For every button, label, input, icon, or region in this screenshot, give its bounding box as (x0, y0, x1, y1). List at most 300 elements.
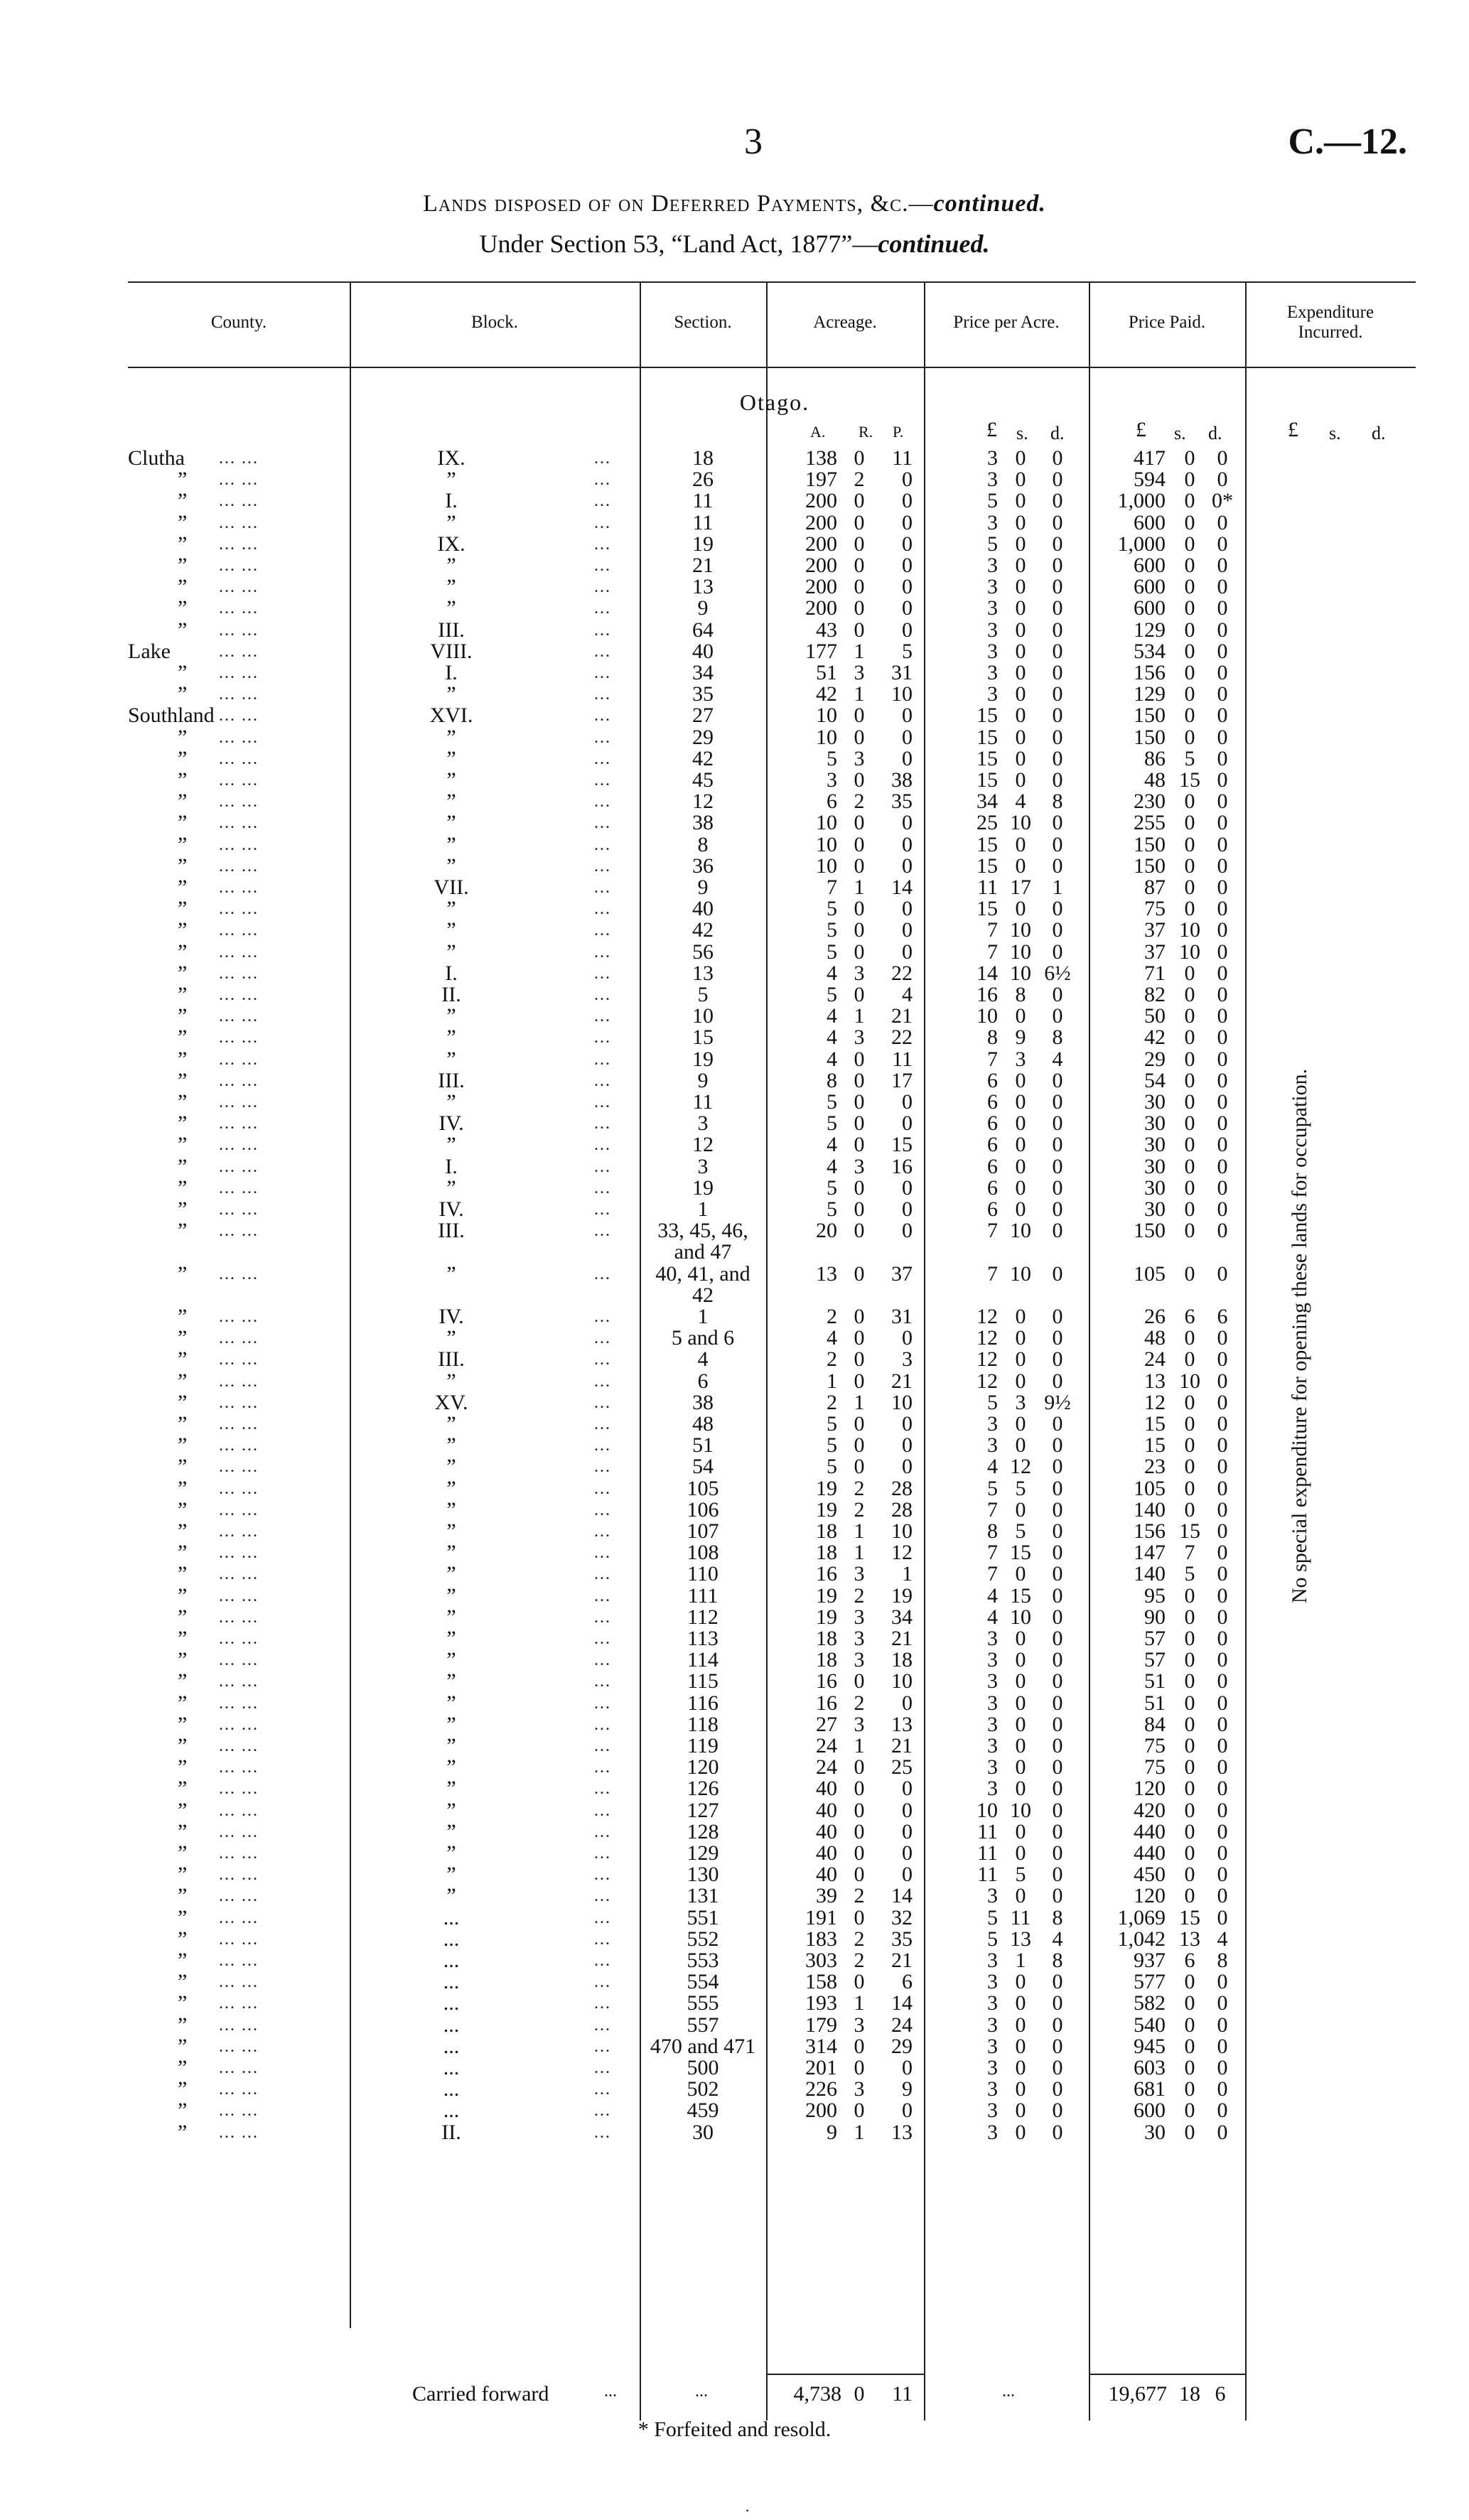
row-county-dots: ... ... (219, 728, 259, 747)
row-ppa-pence: 0 (1052, 1819, 1063, 1843)
row-ppa-pence: 0 (1052, 1798, 1063, 1822)
row-section-cont: 42 (692, 1283, 714, 1307)
row-block-dots: ... (594, 1758, 611, 1777)
row-ppa-pounds: 6 (987, 1133, 998, 1157)
row-ppa-shillings: 10 (1010, 1605, 1031, 1629)
row-ppa-shillings: 0 (1015, 1712, 1026, 1736)
row-block: ” (446, 1648, 456, 1672)
row-block-dots: ... (594, 1178, 611, 1197)
row-block-dots: ... (594, 728, 611, 747)
row-ppa-pounds: 5 (987, 1905, 998, 1929)
row-block-dots: ... (594, 556, 611, 575)
row-county: ” (178, 1412, 188, 1436)
row-county-dots: ... ... (219, 1050, 259, 1069)
row-block-dots: ... (594, 1651, 611, 1670)
unit-roods: R. (859, 423, 873, 441)
paid-total-rule (1089, 2374, 1245, 2375)
row-paid-pounds: 1,000 (1117, 489, 1166, 513)
row-county: ” (178, 1219, 188, 1243)
row-roods: 3 (854, 1154, 865, 1178)
row-block: ” (446, 746, 456, 770)
row-block-dots: ... (594, 1737, 611, 1755)
row-acres: 10 (816, 725, 837, 749)
row-county-dots: ... ... (219, 1071, 259, 1090)
row-acres: 200 (805, 575, 837, 599)
row-paid-pounds: 129 (1134, 618, 1166, 642)
row-block: ” (446, 1497, 456, 1522)
footnote: * Forfeited and resold. (637, 2418, 832, 2441)
row-acres: 40 (816, 1777, 837, 1801)
row-paid-pounds: 534 (1134, 639, 1166, 663)
row-paid-shillings: 10 (1179, 918, 1200, 942)
row-county: ” (178, 2077, 188, 2101)
row-ppa-shillings: 17 (1010, 876, 1031, 899)
row-block: ” (446, 1541, 456, 1565)
row-ppa-pence: 0 (1052, 489, 1063, 513)
row-paid-pence: 0 (1217, 1476, 1228, 1500)
row-perches: 31 (891, 1305, 913, 1328)
row-ppa-pounds: 6 (987, 1090, 998, 1114)
row-county-dots: ... ... (219, 1908, 259, 1927)
row-roods: 2 (854, 1927, 865, 1951)
row-paid-pounds: 1,042 (1117, 1927, 1166, 1951)
row-paid-pounds: 140 (1134, 1562, 1166, 1586)
row-county: ” (178, 1841, 188, 1865)
row-paid-pence: 0 (1217, 1519, 1228, 1543)
row-paid-shillings: 0 (1184, 1863, 1195, 1887)
row-section: 10 (692, 1004, 714, 1028)
row-paid-pounds: 86 (1144, 746, 1166, 770)
row-section: 21 (692, 554, 714, 577)
row-block-dots: ... (594, 1136, 611, 1155)
row-ppa-pounds: 8 (987, 1519, 998, 1543)
row-block: III. (438, 1068, 465, 1092)
row-block-dots: ... (594, 1715, 611, 1734)
row-roods: 2 (854, 1691, 865, 1715)
row-block-dots: ... (594, 1630, 611, 1648)
row-section: 64 (692, 618, 714, 642)
col-header-county: County. (210, 313, 267, 332)
row-block: ... (443, 1905, 460, 1929)
row-section: 9 (697, 1068, 709, 1092)
row-county-dots: ... ... (219, 878, 259, 897)
row-ppa-pounds: 3 (987, 2056, 998, 2079)
row-block-dots: ... (594, 1458, 611, 1477)
row-county: ” (178, 1712, 188, 1736)
row-section: 113 (687, 1627, 719, 1650)
row-perches: 14 (891, 1884, 913, 1908)
row-paid-pounds: 230 (1134, 790, 1166, 814)
row-perches: 0 (902, 1412, 913, 1436)
row-acres: 16 (816, 1669, 837, 1694)
row-perches: 0 (902, 1691, 913, 1715)
row-roods: 1 (854, 1390, 865, 1414)
row-paid-shillings: 0 (1184, 1819, 1195, 1843)
row-county: ” (178, 1648, 188, 1672)
row-ppa-pence: 0 (1052, 1004, 1063, 1028)
row-paid-pence: 0 (1217, 876, 1228, 899)
row-paid-pounds: 255 (1134, 811, 1166, 835)
row-ppa-pence: 0 (1052, 725, 1063, 749)
row-roods: 3 (854, 961, 865, 985)
row-paid-shillings: 0 (1184, 704, 1195, 728)
row-county-dots: ... ... (219, 1136, 259, 1155)
row-county: ” (178, 1863, 188, 1887)
row-acres: 138 (805, 446, 837, 470)
row-section: 40 (692, 639, 714, 663)
row-paid-pounds: 75 (1144, 1755, 1166, 1779)
row-paid-pence: 0 (1217, 768, 1228, 792)
row-roods: 0 (854, 575, 865, 599)
row-ppa-shillings: 0 (1015, 1648, 1026, 1672)
row-paid-shillings: 0 (1184, 2034, 1195, 2058)
row-paid-shillings: 0 (1184, 446, 1195, 470)
row-ppa-shillings: 0 (1015, 618, 1026, 642)
row-ppa-shillings: 15 (1010, 1583, 1031, 1608)
row-roods: 3 (854, 2013, 865, 2037)
row-acres: 40 (816, 1863, 837, 1887)
row-county: ” (178, 1949, 188, 1972)
row-acres: 4 (827, 1326, 837, 1350)
row-paid-pence: 0 (1217, 1455, 1228, 1479)
row-ppa-pounds: 11 (977, 1841, 998, 1865)
row-roods: 0 (854, 1219, 865, 1243)
row-perches: 4 (902, 983, 913, 1006)
row-block: VIII. (430, 639, 473, 663)
row-ppa-shillings: 0 (1015, 510, 1026, 534)
row-ppa-shillings: 0 (1015, 1497, 1026, 1522)
row-perches: 0 (902, 1863, 913, 1887)
row-county-dots: ... ... (219, 620, 259, 640)
row-ppa-pounds: 3 (987, 639, 998, 663)
row-ppa-pence: 0 (1052, 1605, 1063, 1629)
row-ppa-pounds: 3 (987, 1777, 998, 1801)
row-ppa-shillings: 0 (1015, 897, 1026, 921)
row-roods: 2 (854, 1949, 865, 1972)
row-ppa-shillings: 0 (1015, 725, 1026, 749)
row-county-dots: ... ... (219, 1007, 259, 1026)
row-block-dots: ... (594, 2059, 611, 2077)
row-paid-pence: 0 (1217, 746, 1228, 770)
row-ppa-pence: 0 (1052, 2077, 1063, 2101)
row-county-dots: ... ... (219, 1994, 259, 2013)
row-roods: 0 (854, 897, 865, 921)
row-county: ” (178, 897, 188, 921)
row-ppa-pence: 0 (1052, 1863, 1063, 1887)
row-paid-pence: 0 (1217, 2013, 1228, 2037)
row-acres: 5 (827, 918, 837, 942)
row-perches: 21 (891, 1949, 913, 1972)
row-county: ” (178, 1390, 188, 1414)
row-county-dots: ... ... (219, 2059, 259, 2077)
row-paid-shillings: 0 (1184, 618, 1195, 642)
row-perches: 5 (902, 639, 913, 663)
row-roods: 2 (854, 1476, 865, 1500)
row-county: ” (178, 1326, 188, 1350)
row-county: ” (178, 596, 188, 620)
row-ppa-pounds: 6 (987, 1111, 998, 1136)
row-block: I. (445, 961, 458, 985)
row-section: 51 (692, 1433, 714, 1458)
row-ppa-shillings: 0 (1015, 554, 1026, 577)
document-code: C.—12. (1288, 122, 1407, 162)
row-perches: 11 (892, 446, 913, 470)
row-ppa-pounds: 3 (987, 1884, 998, 1908)
row-paid-pence: 0 (1217, 1497, 1228, 1522)
carried-forward-acres: 4,738 (793, 2382, 841, 2406)
row-roods: 1 (854, 1991, 865, 2015)
row-ppa-pounds: 3 (987, 1433, 998, 1458)
row-block: ” (446, 1025, 456, 1050)
row-ppa-pounds: 4 (987, 1605, 998, 1629)
row-perches: 0 (902, 1819, 913, 1843)
row-section: 500 (687, 2056, 719, 2079)
row-paid-shillings: 0 (1184, 2013, 1195, 2037)
row-ppa-pence: 0 (1052, 1734, 1063, 1757)
row-ppa-pence: 0 (1052, 1541, 1063, 1565)
row-paid-shillings: 15 (1179, 1519, 1200, 1543)
row-acres: 5 (827, 939, 837, 964)
row-ppa-shillings: 10 (1010, 961, 1031, 985)
row-county-dots: ... ... (219, 2080, 259, 2099)
row-county: ” (178, 1691, 188, 1715)
row-perches: 15 (891, 1133, 913, 1157)
row-paid-shillings: 5 (1184, 1562, 1195, 1586)
row-roods: 3 (854, 1627, 865, 1650)
row-section: 40 (692, 897, 714, 921)
row-paid-pounds: 420 (1134, 1798, 1166, 1822)
row-block-dots: ... (594, 986, 611, 1004)
row-paid-shillings: 0 (1184, 1841, 1195, 1865)
row-perches: 11 (892, 1047, 913, 1071)
row-block-dots: ... (594, 1779, 611, 1799)
row-acres: 40 (816, 1841, 837, 1865)
row-ppa-shillings: 0 (1015, 768, 1026, 792)
row-ppa-pounds: 15 (976, 746, 998, 770)
row-section: 9 (697, 596, 709, 620)
row-acres: 200 (805, 510, 837, 534)
row-section: 114 (687, 1648, 719, 1672)
row-block: ” (446, 1047, 456, 1071)
row-paid-pounds: 594 (1134, 468, 1166, 492)
row-block: ” (446, 1777, 456, 1801)
row-acres: 177 (805, 639, 837, 663)
row-ppa-pence: 0 (1052, 1777, 1063, 1801)
row-section: 45 (692, 768, 714, 792)
row-ppa-pounds: 7 (987, 1541, 998, 1565)
row-ppa-pence: 0 (1052, 1197, 1063, 1221)
row-county-dots: ... ... (219, 792, 259, 812)
row-acres: 158 (805, 1970, 837, 1994)
row-ppa-pounds: 7 (987, 1497, 998, 1522)
row-ppa-shillings: 0 (1015, 2099, 1026, 2123)
row-county-dots: ... ... (219, 1715, 259, 1734)
row-acres: 5 (827, 897, 837, 921)
row-ppa-pounds: 15 (976, 832, 998, 856)
row-roods: 1 (854, 1734, 865, 1757)
row-ppa-shillings: 3 (1015, 1390, 1026, 1414)
row-ppa-pence: 0 (1052, 1261, 1063, 1286)
row-county-dots: ... ... (219, 578, 259, 597)
row-block: ” (446, 1691, 456, 1715)
row-block: ... (443, 1927, 460, 1951)
row-paid-shillings: 0 (1184, 1326, 1195, 1350)
row-block-dots: ... (594, 470, 611, 490)
row-roods: 0 (854, 1261, 865, 1286)
row-paid-pence: 8 (1217, 1949, 1228, 1972)
carried-forward-roods: 0 (854, 2382, 865, 2406)
row-block-dots: ... (594, 1929, 611, 1949)
row-paid-pence: 0 (1217, 1669, 1228, 1694)
row-county: ” (178, 1111, 188, 1136)
row-roods: 0 (854, 704, 865, 728)
row-paid-shillings: 0 (1184, 1175, 1195, 1200)
row-section: 4 (697, 1347, 709, 1372)
row-perches: 0 (902, 918, 913, 942)
row-ppa-pounds: 3 (987, 2099, 998, 2123)
row-paid-shillings: 0 (1184, 1691, 1195, 1715)
row-ppa-shillings: 9 (1015, 1025, 1026, 1050)
row-perches: 10 (891, 1669, 913, 1694)
row-county-dots: ... ... (219, 1586, 259, 1605)
col-header-expenditure-line2: Incurred. (1298, 323, 1363, 342)
unit-shilling-exp: s. (1329, 423, 1341, 443)
row-paid-shillings: 0 (1184, 1197, 1195, 1221)
row-paid-pence: 0 (1217, 532, 1228, 556)
row-perches: 0 (902, 618, 913, 642)
row-block-dots: ... (594, 1908, 611, 1927)
row-perches: 0 (902, 1455, 913, 1479)
row-county-dots: ... ... (219, 513, 259, 532)
row-section: 40, 41, and (655, 1261, 750, 1286)
row-paid-pence: 0 (1217, 446, 1228, 470)
row-roods: 0 (854, 1433, 865, 1458)
row-section: 553 (687, 1949, 719, 1972)
row-acres: 226 (805, 2077, 837, 2101)
row-ppa-pounds: 12 (976, 1369, 998, 1393)
row-county: ” (178, 2013, 188, 2037)
row-ppa-pence: 8 (1052, 1905, 1063, 1929)
row-paid-pence: 0 (1217, 2120, 1228, 2144)
row-paid-shillings: 7 (1184, 1541, 1195, 1565)
row-perches: 0 (902, 468, 913, 492)
row-paid-pence: 0 (1217, 618, 1228, 642)
row-ppa-shillings: 3 (1015, 1047, 1026, 1071)
row-perches: 10 (891, 1519, 913, 1543)
row-perches: 0 (902, 2099, 913, 2123)
row-county-dots: ... ... (219, 1264, 259, 1283)
row-county: ” (178, 1905, 188, 1929)
row-acres: 1 (827, 1369, 837, 1393)
row-block-dots: ... (594, 1672, 611, 1691)
row-acres: 183 (805, 1927, 837, 1951)
row-perches: 0 (902, 575, 913, 599)
row-county-dots: ... ... (219, 2101, 259, 2121)
row-paid-pence: 0 (1217, 1197, 1228, 1221)
row-section: 19 (692, 1175, 714, 1200)
row-block: ” (446, 1133, 456, 1157)
row-roods: 0 (854, 1905, 865, 1929)
row-section: 15 (692, 1025, 714, 1050)
table-subtitle-main: Under Section 53, “Land Act, 1877”— (479, 230, 878, 258)
row-section: 19 (692, 1047, 714, 1071)
row-ppa-shillings: 8 (1015, 983, 1026, 1006)
row-block-dots: ... (594, 1071, 611, 1090)
row-ppa-shillings: 0 (1015, 2013, 1026, 2037)
row-ppa-pounds: 3 (987, 1949, 998, 1972)
row-acres: 200 (805, 489, 837, 513)
row-paid-pounds: 75 (1144, 897, 1166, 921)
row-county: Southland (128, 704, 215, 728)
row-paid-pounds: 440 (1134, 1841, 1166, 1865)
row-perches: 0 (902, 746, 913, 770)
row-block: ” (446, 1433, 456, 1458)
row-paid-pence: 0 (1217, 682, 1228, 706)
row-perches: 0 (902, 489, 913, 513)
row-county-dots: ... ... (219, 1844, 259, 1863)
row-perches: 6 (902, 1970, 913, 1994)
row-roods: 0 (854, 1347, 865, 1372)
row-ppa-pence: 0 (1052, 1068, 1063, 1092)
row-paid-shillings: 0 (1184, 811, 1195, 835)
row-block: ” (446, 1562, 456, 1586)
row-block-dots: ... (594, 856, 611, 876)
row-paid-shillings: 0 (1184, 554, 1195, 577)
row-ppa-pence: 0 (1052, 532, 1063, 556)
row-acres: 4 (827, 1025, 837, 1050)
row-ppa-pence: 0 (1052, 1648, 1063, 1672)
row-paid-pence: 0 (1217, 596, 1228, 620)
row-county-dots: ... ... (219, 1114, 259, 1134)
row-block: IX. (437, 446, 466, 470)
row-paid-pence: 0 (1217, 1583, 1228, 1608)
row-block: ” (446, 1004, 456, 1028)
row-section: 470 and 471 (650, 2034, 756, 2058)
row-block: ” (446, 939, 456, 964)
row-ppa-shillings: 0 (1015, 1197, 1026, 1221)
row-roods: 0 (854, 1970, 865, 1994)
row-paid-pounds: 87 (1144, 876, 1166, 899)
row-ppa-pence: 0 (1052, 1627, 1063, 1650)
col-header-section: Section. (674, 313, 732, 332)
row-county: ” (178, 1261, 188, 1286)
row-perches: 0 (902, 1777, 913, 1801)
row-block: II. (441, 983, 461, 1006)
table-top-rule (128, 281, 1416, 283)
row-paid-pence: 0 (1217, 1025, 1228, 1050)
row-paid-pounds: 26 (1144, 1305, 1166, 1328)
row-paid-pence: 0 (1217, 1863, 1228, 1887)
row-county: ” (178, 768, 188, 792)
row-ppa-pence: 0 (1052, 1755, 1063, 1779)
row-section: 6 (697, 1369, 709, 1393)
row-roods: 0 (854, 596, 865, 620)
table-subtitle-continued: continued. (878, 230, 990, 258)
row-paid-pence: 6 (1217, 1305, 1228, 1328)
row-ppa-pounds: 3 (987, 1691, 998, 1715)
row-section: 11 (692, 1090, 714, 1114)
row-paid-pounds: 105 (1134, 1261, 1166, 1286)
row-county: ” (178, 2120, 188, 2144)
row-paid-pounds: 129 (1134, 682, 1166, 706)
row-county: ” (178, 983, 188, 1006)
row-perches: 21 (891, 1734, 913, 1757)
row-block-dots: ... (594, 900, 611, 919)
row-paid-pence: 0 (1217, 1433, 1228, 1458)
row-paid-pounds: 30 (1144, 1197, 1166, 1221)
row-paid-shillings: 0 (1184, 961, 1195, 985)
row-county: ” (178, 918, 188, 942)
